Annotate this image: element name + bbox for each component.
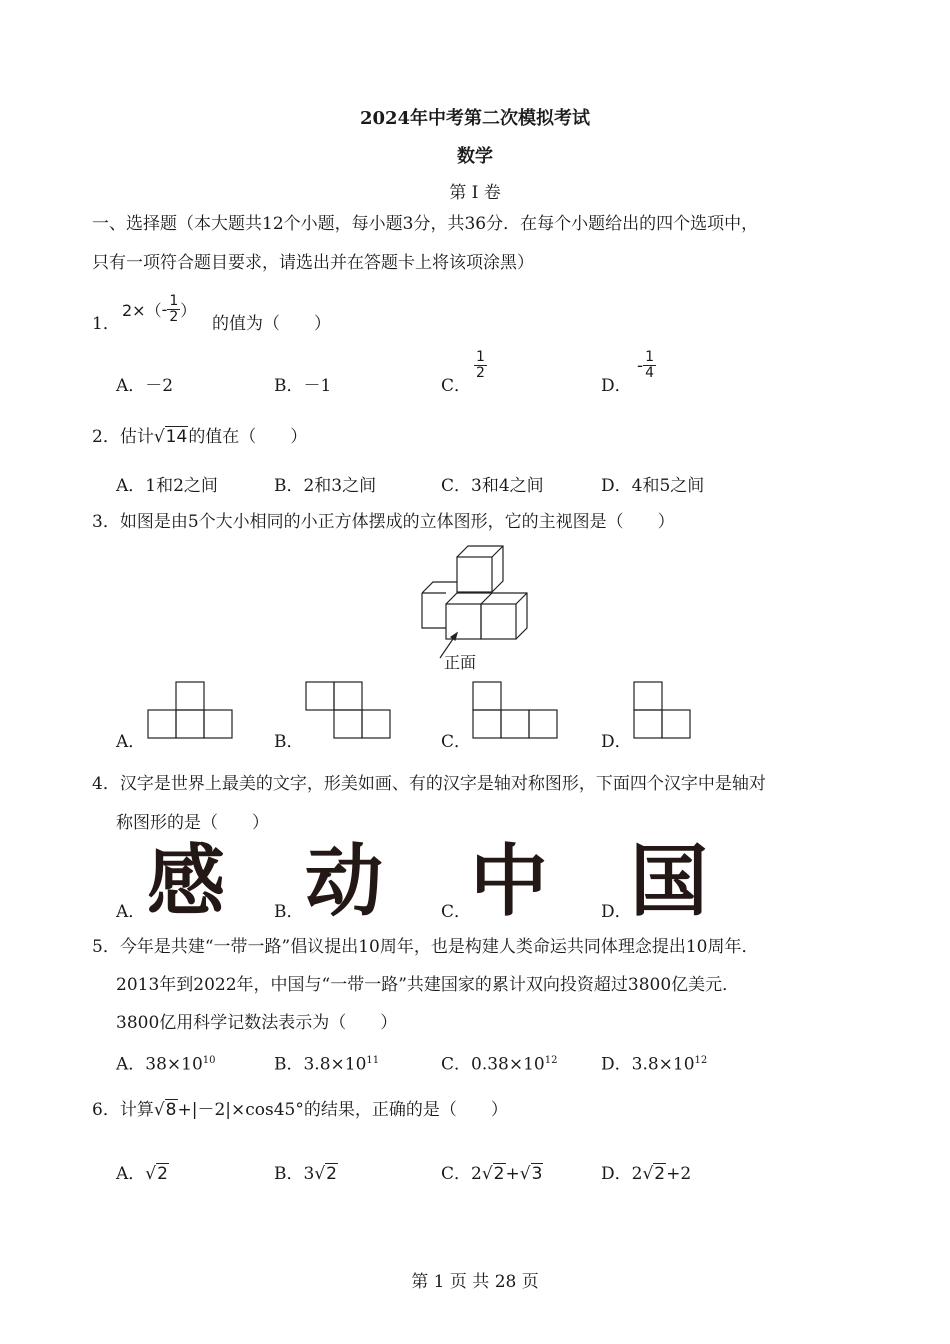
q2-radicand: 14	[165, 427, 188, 447]
q2-number: 2．估计	[92, 427, 154, 447]
q3-front-label: 正面	[444, 653, 477, 672]
q5-b-exp: 11	[366, 1055, 380, 1066]
q4-stem-line1: 4．汉字是世界上最美的文字，形美如画、有的汉字是轴对称图形，下面四个汉字中是轴对	[92, 774, 766, 794]
q5-c-text: C．0.38×10	[441, 1054, 545, 1075]
q6-number: 6．计算	[92, 1100, 154, 1120]
q1-c-den: 2	[476, 365, 485, 381]
q5-d-text: D．3.8×10	[601, 1054, 695, 1075]
q6-c-sqrt1: √2	[481, 1164, 505, 1184]
volume-label: 第 I 卷	[449, 183, 501, 203]
q1-frac-den: 2	[169, 309, 179, 325]
q6-c-label: C．2	[441, 1164, 482, 1184]
q6-c-radicand1: 2	[493, 1164, 505, 1184]
q1-expr-prefix: 2×（	[122, 301, 162, 320]
q1-option-a: A．－2	[116, 376, 174, 396]
q5-option-c	[441, 1049, 557, 1077]
q1-option-d: D．	[601, 376, 632, 396]
q1-minus: -	[161, 300, 168, 319]
section-instructions-line2: 只有一项符合题目要求，请选出并在答题卡上将该项涂黑）	[92, 253, 534, 273]
section-instructions-line1: 一、选择题（本大题共12个小题，每小题3分，共36分．在每个小题给出的四个选项中，	[92, 214, 759, 234]
q5-option-a	[116, 1049, 216, 1077]
q5-stem-line2: 2013年到2022年，中国与“一带一路”共建国家的累计双向投资超过3800亿美元．	[116, 975, 740, 995]
q6-a-label: A．	[116, 1164, 146, 1184]
q2-option-a: A．1和2之间	[116, 476, 218, 496]
q6-c-sqrt2: √3	[519, 1164, 543, 1184]
q2-sqrt: √14	[153, 427, 188, 447]
q3-option-b: B．	[274, 732, 304, 752]
q6-option-c	[441, 1162, 543, 1186]
q1-d-minus: -	[637, 355, 644, 376]
page-title: 2024年中考第二次模拟考试	[359, 108, 591, 129]
q1-fraction	[167, 294, 180, 325]
q2-option-d: D．4和5之间	[601, 476, 705, 496]
q1-expression	[122, 294, 196, 325]
q1-d-num: 1	[645, 349, 655, 365]
q5-option-b	[274, 1049, 379, 1077]
q6-stem	[92, 1098, 508, 1122]
q6-d-sqrt: √2	[642, 1164, 666, 1184]
q6-d-tail: +2	[666, 1164, 692, 1184]
q3-cube-figure	[412, 540, 542, 675]
q6-c-plus: +	[505, 1164, 520, 1184]
q4-glyph-c: 中	[470, 837, 549, 927]
q1-expr-suffix: ）	[180, 301, 197, 320]
q1-c-num: 1	[476, 349, 485, 365]
q1-option-d-fraction	[637, 350, 656, 381]
q3-option-c: C．	[441, 732, 472, 752]
q4-glyph-b: 动	[305, 837, 384, 927]
q4-option-c: C．	[441, 902, 472, 922]
q1-frac-num: 1	[169, 293, 179, 309]
q6-option-b	[274, 1162, 338, 1186]
q2-tail: 的值在（ ）	[188, 427, 308, 447]
q1-option-c: C．	[441, 376, 472, 396]
q6-d-radicand: 2	[654, 1164, 666, 1184]
q6-a-radicand: 2	[157, 1164, 168, 1184]
q4-option-a: A．	[116, 902, 146, 922]
q1-tail: 的值为（ ）	[212, 314, 331, 334]
q6-b-sqrt: √2	[314, 1164, 337, 1184]
q3-option-a-view	[147, 681, 233, 741]
page-footer: 第 1 页 共 28 页	[411, 1272, 539, 1292]
q6-b-label: B．3	[274, 1164, 315, 1184]
q6-c-radicand2: 3	[531, 1164, 543, 1184]
q4-option-b: B．	[274, 902, 304, 922]
q2-option-c: C．3和4之间	[441, 476, 544, 496]
q5-a-text: A．38×10	[116, 1054, 203, 1075]
q6-option-a	[116, 1162, 169, 1186]
q6-a-sqrt: √2	[145, 1164, 168, 1184]
q6-b-radicand: 2	[326, 1164, 337, 1184]
q5-stem-line3: 3800亿用科学记数法表示为（ ）	[116, 1013, 398, 1033]
subject-title: 数学	[457, 146, 493, 167]
q4-option-d: D．	[601, 902, 632, 922]
q1-option-b: B．－1	[274, 376, 332, 396]
q6-sqrt: √8	[153, 1100, 177, 1120]
q1-number: 1．	[92, 314, 120, 334]
q4-glyph-d: 国	[630, 837, 709, 927]
q6-tail: +|－2|×cos45°的结果，正确的是（ ）	[177, 1100, 508, 1120]
q3-option-c-view	[472, 681, 558, 741]
q4-glyph-a: 感	[147, 837, 226, 927]
q5-c-exp: 12	[544, 1055, 558, 1066]
q2-option-b: B．2和3之间	[274, 476, 377, 496]
q6-radicand: 8	[165, 1100, 177, 1120]
q3-stem: 3．如图是由5个大小相同的小正方体摆成的立体图形，它的主视图是（ ）	[92, 512, 675, 532]
q3-option-d: D．	[601, 732, 632, 752]
q5-b-text: B．3.8×10	[274, 1054, 367, 1075]
q5-option-d	[601, 1049, 707, 1077]
q6-option-d	[601, 1162, 691, 1186]
q6-d-label: D．2	[601, 1164, 643, 1184]
q5-d-exp: 12	[694, 1055, 708, 1066]
q5-a-exp: 10	[202, 1055, 216, 1066]
q3-option-b-view	[305, 681, 391, 741]
q1-d-den: 4	[645, 365, 655, 381]
q2-stem	[92, 425, 307, 449]
q3-option-a: A．	[116, 732, 146, 752]
q4-stem-line2: 称图形的是（ ）	[116, 813, 269, 833]
q1-option-c-fraction	[474, 350, 487, 381]
q3-option-d-view	[633, 681, 693, 741]
q5-stem-line1: 5．今年是共建“一带一路”倡议提出10周年，也是构建人类命运共同体理念提出10周年．	[92, 937, 759, 957]
